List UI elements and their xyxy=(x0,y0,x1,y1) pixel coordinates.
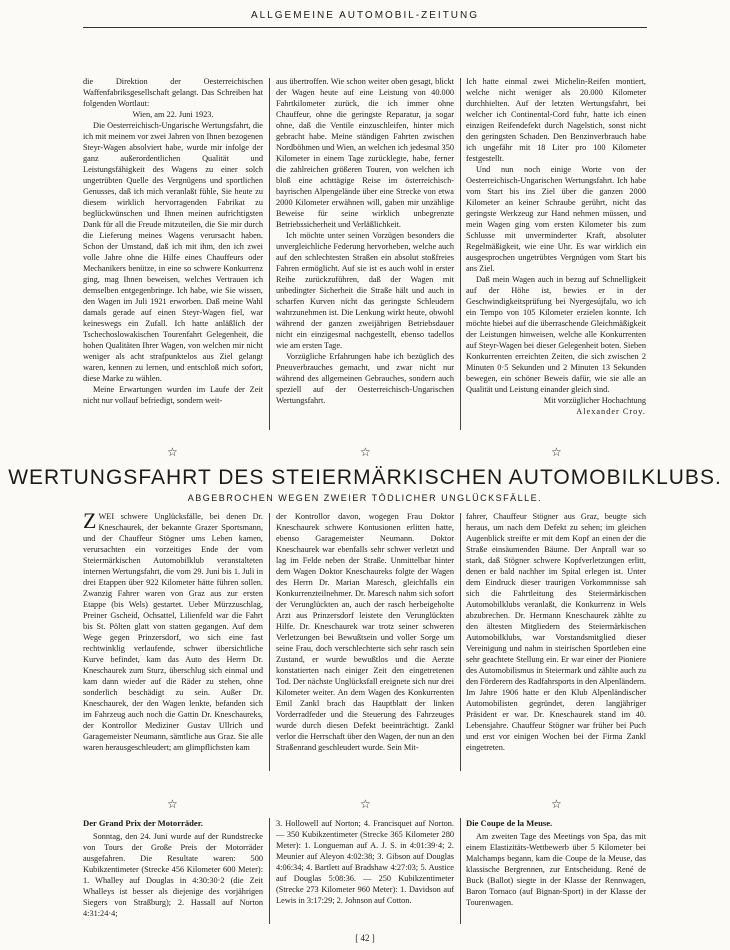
running-header: ALLGEMEINE AUTOMOBIL-ZEITUNG xyxy=(250,10,480,21)
star-ornament: ☆ xyxy=(167,797,178,811)
dateline: Wien, am 22. Juni 1923. xyxy=(132,110,214,119)
section-heading: Der Grand Prix der Motorräder. xyxy=(83,818,203,828)
page-number: [ 42 ] xyxy=(355,933,375,943)
bottom-column-3 xyxy=(466,818,646,928)
paragraph: Meine Erwartungen wurden im Laufe der Zeit nicht nur vollauf befriedigt, sondern weit- xyxy=(83,385,263,405)
closing-line: Mit vorzüglicher Hochachtung xyxy=(543,396,646,405)
top-column-3 xyxy=(466,76,646,436)
paragraph: Sonntag, den 24. Juni wurde auf der Rundstrecke von Tours der Große Preis der Motorräder ausgefahren. Die Resultate waren: 500 Kubikzentimeter (Strecke 456 Kilometer 600 Meter): 1. Whalley auf Douglas in 4:30:30·2 (die Zeit Whalleys ist besser als diejenige des vorjährigen Siegers von Straßburg); 2. Hassall auf Norton 4:31:24·4; xyxy=(83,832,263,918)
paragraph: die Direktion der Oesterreichischen Waffenfabriksgesellschaft gelangt. Das Schreiben hat folgenden Wortlaut: xyxy=(83,77,263,108)
column-divider xyxy=(269,818,270,924)
article-column-1 xyxy=(83,511,263,773)
signature: Alexander Croy. xyxy=(576,407,646,416)
paragraph: Daß mein Wagen auch in bezug auf Schnelligkeit auf der Höhe ist, bewies er in der Geschwindigkeitsprüfung bei Nyergesújfalu, wo ich ein Tempo von 105 Kilometer erzielen konnte. Ich möchte hiebei auf die überraschende Gleichmäßigkeit der Leistungen hinweisen, welche alle Konkurrenten auf Steyr-Wagen bei dieser Gelegenheit boten. Sieben Konkurrenten erreichten Zeiten, die sich zwischen 2 Minuten 0·5 Sekunden und 2 Minuten 13 Sekunden bewegen, ein schöner Beweis dafür, wie sie alle an Qualität und Leistung einander gleich sind. xyxy=(466,275,646,394)
column-divider xyxy=(269,513,270,771)
star-ornament: ☆ xyxy=(551,797,562,811)
column-divider xyxy=(269,78,270,430)
column-divider xyxy=(460,78,461,430)
paragraph: Und nun noch einige Worte von der Oesterreichisch-Ungarischen Wertungsfahrt. Ich habe vom Start bis ins Ziel über die ganzen 2000 Kilometer an keiner Schraube gerührt, nicht das geringste Werkzeug zur Hand nehmen müssen, und mein Wagen ging vom ersten Kilometer bis zum Schlusse mit unverminderter Kraft, absoluter Regelmäßigkeit, wie eine Uhr. Es war wirklich ein ausgesprochen ungetrübtes Vergnügen vom Start bis ans Ziel. xyxy=(466,165,646,273)
bottom-column-2 xyxy=(276,818,454,928)
section-heading: Die Coupe de la Meuse. xyxy=(466,818,553,828)
paragraph: 3. Hollowell auf Norton; 4. Francisquet auf Norton. — 350 Kubikzentimeter (Strecke 365 Kilometer 280 Meter): 1. Longueman auf A. J. S. in 4:01:39·4; 2. Meunier auf Aleyon 4:02:38; 3. Gibson auf Douglas 4:06:34; 4. Bartlett auf Bradshaw 4:27:03; 5. Austice auf Douglas 5:08:36. — 250 Kubikzentimeter (Strecke 273 Kilometer 960 Meter): 1. Davidson auf Lewis in 3:17:29; 2. Johnson auf Cotton. xyxy=(276,819,454,905)
article-title: WERTUNGSFAHRT DES STEIERMÄRKISCHEN AUTOMOBILKLUBS. xyxy=(8,466,722,489)
top-column-1 xyxy=(83,76,263,436)
paragraph: der Kontrollor davon, wogegen Frau Doktor Kneschaurek schwere Kontusionen erlitten hatte, ebenso Garagemeister Neumann. Doktor Kneschaurek war ebenfalls sehr schwer verletzt und lag im Felde neben der Straße. Unmittelbar hinter dem Wagen Doktor Kneschaureks folgte der Wagen des Herrn Dr. Marian Maresch, gleichfalls ein Konkurrenzteilnehmer. Dr. Maresch nahm sich sofort der Verunglückten an, auch der rasch herbeigeholte Arzt aus Prinzersdorf leistete den Verunglückten Hilfe. Dr. Kneschaurek war trotz seiner schweren Verletzungen bei Bewußtsein und voller Sorge um seine Frau, doch verschlechterte sich sehr rasch sein Zustand, er wurde bewußtlos und die Aerzte konstatierten nach einiger Zeit den eingetretenen Tod. Der nächste Unglücksfall ereignete sich nur drei Kilometer weiter. An dem Wagen des Konkurrenten Emil Zankl brach das Hauptblatt der linken Vorderradfeder und die Steuerung des Fahrzeuges wurde durch diesen Defekt beeinträchtigt. Zankl verlor die Herrschaft über den Wagen, der nun an den Straßenrand geschleudert wurde. Sein Mit- xyxy=(276,512,454,752)
paragraph: fahrer, Chauffeur Stögner aus Graz, beugte sich heraus, um nach dem Defekt zu sehen; im gleichen Augenblick streifte er mit dem Kopf an einen der die Straße einsäumenden Bäume. Der Anprall war so stark, daß Stögner schwere Kopfverletzungen erlitt, denen er bald nachher im Spital erlegen ist. Unter dem Eindruck dieser traurigen Vorkommnisse sah sich die Fahrtleitung des Steiermärkischen Automobilklubs veranlaßt, die Konkurrenz in Wels abzubrechen. Dr. Hermann Kneschaurek zählte zu den ältesten Mitgliedern des Steiermärkischen Automobilklubs, war Vorstandsmitglied dieser Vereinigung und nahm in steirischen Sportleben eine sehr geachtete Stellung ein. Er war einer der Pioniere des Automobilismus in Steiermark und zählte auch zu den Förderern des Radfahrsports in den Alpenländern. Im Jahre 1906 hatte er den Klub Alpenländischer Automobilisten gegründet, deren langjähriger Präsident er war. Dr. Kneschaurek stand im 40. Lebensjahre. Chauffeur Stögner war früher bei Puch und erst vor einigen Wochen bei der Firma Zankl eingetreten. xyxy=(466,512,646,752)
star-ornament: ☆ xyxy=(360,797,371,811)
drop-cap: Z xyxy=(83,511,97,533)
star-ornament: ☆ xyxy=(167,445,178,459)
star-ornament: ☆ xyxy=(551,445,562,459)
column-divider xyxy=(460,818,461,924)
paragraph: Vorzügliche Erfahrungen habe ich bezüglich des Pneuverbrauches gemacht, und zwar nicht nur während des allgemeinen Gebrauches, sondern auch speziell auf der Oesterreichisch-Ungarischen Wertungsfahrt. xyxy=(276,352,454,405)
bottom-column-1 xyxy=(83,818,263,928)
paragraph xyxy=(83,511,263,753)
article-column-3 xyxy=(466,511,646,773)
top-column-2 xyxy=(276,76,454,436)
paragraph: aus übertroffen. Wie schon weiter oben gesagt, blickt der Wagen heute auf eine Leistung von 40.000 Fahrtkilometer zurück, die ich immer ohne Chauffeur, ohne die geringste Reparatur, ja sogar ohne, daß die Ventile einzuschleifen, hinter mich gebracht habe. Meine ständigen Fahrten zwischen Nordböhmen und Wien, an welchen ich jedesmal 350 Kilometer in einem Tage zurücklegte, habe, ferner die zahlreichen größeren Touren, von welchen ich bloß eine achttägige Reise im österreichisch-bayrischen Alpengelände über eine Strecke von etwa 2000 Kilometer erwähnen will, gaben mir unzählige Beweise für seine wirklich unbegrenzte Betriebssicherheit und Verläßlichkeit. xyxy=(276,77,454,229)
column-divider xyxy=(460,513,461,771)
article-column-2 xyxy=(276,511,454,773)
article-subtitle: ABGEBROCHEN WEGEN ZWEIER TÖDLICHER UNGLÜCKSFÄLLE. xyxy=(187,493,543,503)
paragraph: Ich möchte unter seinen Vorzügen besonders die unvergleichliche Federung hervorheben, welche auch auf den schlechtesten Straßen ein absolut stoßfreies Fahren ermöglicht. Auf sie ist es auch wohl in erster Reihe zurückzuführen, daß der Wagen mit unbedingter Sicherheit die Straße hält und auch in scharfen Kurven nicht das geringste Schleudern wahrzunehmen ist. Die Lenkung wirkt heute, obwohl während der ganzen zweijährigen Betriebsdauer nicht ein einzigesmal nachgestellt, ebenso tadellos wie am ersten Tage. xyxy=(276,231,454,350)
header-rule xyxy=(83,27,647,28)
star-ornament: ☆ xyxy=(360,445,371,459)
paragraph: Die Oesterreichisch-Ungarische Wertungsfahrt, die ich mit meinem vor zwei Jahren von Ihnen bezogenen Steyr-Wagen absolviert habe, wurde mir infolge der ganz außerordentlichen Qualität und Leistungsfähigkeit des Wagens zu einer solch ungetrübten Quelle des Vergnügens und sportlichen Genusses, daß ich mich veranlaßt fühle, Sie heute zu diesem wirklich hervorragenden Fabrikat zu beglückwünschen und Ihnen meinen aufrichtigsten Dank für all die Freude mitzuteilen, die Sie mir durch die Lieferung meines Wagens verursacht haben. Schon der Umstand, daß ich mit ihm, den ich zwei volle Jahre ohne die Hilfe eines Chauffeurs oder Mechanikers benütze, in eine so schwere Konkurrenz ging, mag Ihnen beweisen, welches Vertrauen ich demselben entgegenbringe. Ich habe, wie Sie wissen, den Wagen im Juli 1921 erworben. Daß meine Wahl damals gerade auf einen Steyr-Wagen fiel, war keineswegs ein Zufall. Ich hatte anläßlich der Tschechoslowakischen Tourenfahrt Gelegenheit, die hohen Qualitäten Ihrer Wagen, von welchen mir nicht weniger als acht strafpunktelos aus Ziel gelangt waren, kennen zu lernen, und entschloß mich sofort, diese Marke zu wählen. xyxy=(83,121,263,383)
paragraph: Ich hatte einmal zwei Michelin-Reifen montiert, welche nicht weniger als 20.000 Kilometer durchhielten. Auf der letzten Wertungsfahrt, bei welcher ich Continental-Cord fuhr, hatte ich einen einzigen Reifendefekt durch Nagelstich, sonst nicht den geringsten Schaden. Den Benzinverbrauch habe ich ungefähr mit 18 Liter pro 100 Kilometer festgestellt. xyxy=(466,77,646,163)
paragraph: Am zweiten Tage des Meetings von Spa, das mit einem Elastizitäts-Wettbewerb über 5 Kilometer bei Malchamps begann, kam die Coupe de la Meuse, das klassische Bergrennen, zur Entscheidung. René de Buck (Ballot) siegte in der Klasse der Rennwagen, Baron Tornaco (auf Bignan-Sport) in der Klasse der Tourenwagen. xyxy=(466,832,646,907)
paragraph-text: WEI schwere Unglücksfälle, bei denen Dr. Kneschaurek, der bekannte Grazer Sportsmann, und der Chauffeur Stögner ums Leben kamen, verursachten ein vorzeitiges Ende der vom Steiermärkischen Automobilklub veranstalteten internen Wertungsfahrt, die vom 29. Juni bis 1. Juli in drei Etappen über 922 Kilometer hätte führen sollen. Zwanzig Fahrer waren von Graz aus zur ersten Etappe (bis Wels) gestartet. Ueber Mürzzuschlag, Preiner Gscheid, Ochsattel, Lilienfeld war die Fahrt bis St. Pölten glatt von statten gegangen. Auf dem Wege gegen Prinzersdorf, wo sich eine fast rechtwinklig verlaufende, schwer übersichtliche Kurve befindet, kam das Auto des Herrn Dr. Kneschaurek zum Sturz, überschlug sich einmal und kam dann wieder auf die Räder zu stehen, ohne sonderlich beschädigt zu sein. Außer Dr. Kneschaurek, der den Wagen lenkte, befanden sich im Fahrzeug auch noch die Gattin Dr. Kneschaureks, der Kontrollor Mediziner Gustav Ullrich und Garagemeister Neumann, sämtliche aus Graz. Sie alle waren herausgeschleudert; am glimpflichsten kam xyxy=(83,512,263,752)
